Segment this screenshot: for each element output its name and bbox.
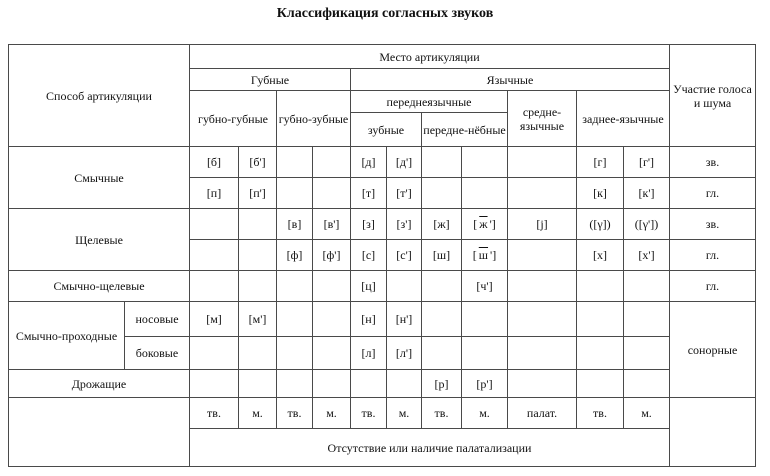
empty-cell (422, 178, 462, 209)
empty-cell (577, 271, 624, 302)
bracket-close: '] (490, 248, 497, 262)
cell-pj: [п'] (239, 178, 277, 209)
middle-lingual-header: средне-язычные (508, 91, 577, 147)
row-label-lateral: боковые (125, 337, 190, 370)
cell-tj: [т'] (387, 178, 422, 209)
cell-vj: [в'] (313, 209, 351, 240)
cell-g: [г] (577, 147, 624, 178)
empty-cell (313, 370, 351, 398)
empty-cell (462, 178, 508, 209)
palatal-soft: м. (387, 398, 422, 429)
empty-cell (508, 178, 577, 209)
palatal-palatal: палат. (508, 398, 577, 429)
cell-ch: [ч'] (462, 271, 508, 302)
empty-cell (313, 271, 351, 302)
blank-corner (670, 429, 756, 467)
voice-voiced: зв. (670, 147, 756, 178)
palatal-soft: м. (313, 398, 351, 429)
voice-voiceless: гл. (670, 271, 756, 302)
empty-cell (462, 147, 508, 178)
empty-cell (387, 370, 422, 398)
back-lingual-header: заднее-язычные (577, 91, 670, 147)
row-label-nasal: носовые (125, 302, 190, 337)
empty-cell (422, 302, 462, 337)
cell-kj: [к'] (624, 178, 670, 209)
cell-x: [х] (577, 240, 624, 271)
palatal-hard: тв. (190, 398, 239, 429)
empty-cell (624, 370, 670, 398)
cell-p: [п] (190, 178, 239, 209)
empty-cell (277, 302, 313, 337)
cell-m: [м] (190, 302, 239, 337)
cell-fj: [ф'] (313, 240, 351, 271)
voice-voiceless: гл. (670, 178, 756, 209)
cell-ts: [ц] (351, 271, 387, 302)
cell-shj (462, 240, 508, 271)
empty-cell (351, 370, 387, 398)
long-sh-letter: ш (478, 248, 489, 262)
dental-header: зубные (351, 113, 422, 147)
bracket-open: [ (473, 217, 478, 231)
cell-f: [ф] (277, 240, 313, 271)
cell-sh: [ш] (422, 240, 462, 271)
cell-v: [в] (277, 209, 313, 240)
place-header: Место артикуляции (190, 45, 670, 69)
empty-cell (577, 302, 624, 337)
empty-cell (190, 337, 239, 370)
cell-d: [д] (351, 147, 387, 178)
empty-cell (624, 302, 670, 337)
bracket-open: [ (472, 248, 477, 262)
empty-cell (277, 178, 313, 209)
empty-cell (277, 337, 313, 370)
empty-cell (313, 147, 351, 178)
cell-mj: [м'] (239, 302, 277, 337)
voice-header: Участие голоса и шума (670, 45, 756, 147)
palatal-hard: тв. (422, 398, 462, 429)
cell-zj: [з'] (387, 209, 422, 240)
row-label-affricates: Смычно-щелевые (9, 271, 190, 302)
empty-cell (422, 337, 462, 370)
empty-cell (508, 337, 577, 370)
palatalization-footer: Отсутствие или наличие палатализации (190, 429, 670, 467)
cell-t: [т] (351, 178, 387, 209)
empty-cell (190, 240, 239, 271)
empty-cell (508, 302, 577, 337)
empty-cell (239, 240, 277, 271)
empty-cell (462, 302, 508, 337)
cell-l: [л] (351, 337, 387, 370)
empty-cell (277, 147, 313, 178)
cell-lj: [л'] (387, 337, 422, 370)
voice-voiceless: гл. (670, 240, 756, 271)
method-header: Способ артикуляции (9, 45, 190, 147)
cell-rj: [р'] (462, 370, 508, 398)
cell-zh: [ж] (422, 209, 462, 240)
front-palatal-header: передне-нёбные (422, 113, 508, 147)
cell-zhj (462, 209, 508, 240)
palatal-hard: тв. (277, 398, 313, 429)
cell-nj: [н'] (387, 302, 422, 337)
cell-gamma: ([γ]) (577, 209, 624, 240)
palatal-soft: м. (624, 398, 670, 429)
empty-cell (422, 271, 462, 302)
cell-r: [р] (422, 370, 462, 398)
palatal-hard: тв. (577, 398, 624, 429)
cell-gammaj: ([γ']) (624, 209, 670, 240)
empty-cell (190, 370, 239, 398)
empty-cell (508, 271, 577, 302)
bilabial-header: губно-губные (190, 91, 277, 147)
labiodental-header: губно-зубные (277, 91, 351, 147)
empty-cell (508, 240, 577, 271)
empty-cell (239, 337, 277, 370)
cell-sj: [с'] (387, 240, 422, 271)
cell-z: [з] (351, 209, 387, 240)
blank-corner (670, 398, 756, 429)
empty-cell (277, 370, 313, 398)
cell-b: [б] (190, 147, 239, 178)
empty-cell (508, 147, 577, 178)
long-zh-letter: ж (479, 217, 488, 231)
empty-cell (422, 147, 462, 178)
row-label-fricatives: Щелевые (9, 209, 190, 271)
empty-cell (624, 337, 670, 370)
cell-gj: [г'] (624, 147, 670, 178)
row-label-trill: Дрожащие (9, 370, 190, 398)
blank-corner (9, 429, 190, 467)
row-label-occlusive-passive: Смычно-проходные (9, 302, 125, 370)
empty-cell (239, 271, 277, 302)
empty-cell (313, 337, 351, 370)
empty-cell (577, 370, 624, 398)
empty-cell (508, 370, 577, 398)
cell-bj: [б'] (239, 147, 277, 178)
bracket-close: '] (489, 217, 496, 231)
labial-header: Губные (190, 69, 351, 91)
empty-cell (190, 209, 239, 240)
empty-cell (277, 271, 313, 302)
consonant-classification-table (8, 44, 756, 467)
empty-cell (239, 370, 277, 398)
empty-cell (313, 302, 351, 337)
empty-cell (462, 337, 508, 370)
voice-sonorant: сонорные (670, 302, 756, 398)
cell-xj: [х'] (624, 240, 670, 271)
cell-n: [н] (351, 302, 387, 337)
lingual-header: Язычные (351, 69, 670, 91)
empty-cell (313, 178, 351, 209)
cell-dj: [д'] (387, 147, 422, 178)
palatal-soft: м. (462, 398, 508, 429)
cell-j: [j] (508, 209, 577, 240)
empty-cell (239, 209, 277, 240)
empty-cell (624, 271, 670, 302)
row-label-stops: Смычные (9, 147, 190, 209)
empty-cell (387, 271, 422, 302)
palatal-soft: м. (239, 398, 277, 429)
palatal-hard: тв. (351, 398, 387, 429)
empty-cell (577, 337, 624, 370)
empty-cell (190, 271, 239, 302)
cell-s: [с] (351, 240, 387, 271)
table-title: Классификация согласных звуков (276, 6, 494, 21)
blank-corner (9, 398, 190, 429)
voice-voiced: зв. (670, 209, 756, 240)
front-lingual-header: переднеязычные (351, 91, 508, 113)
cell-k: [к] (577, 178, 624, 209)
